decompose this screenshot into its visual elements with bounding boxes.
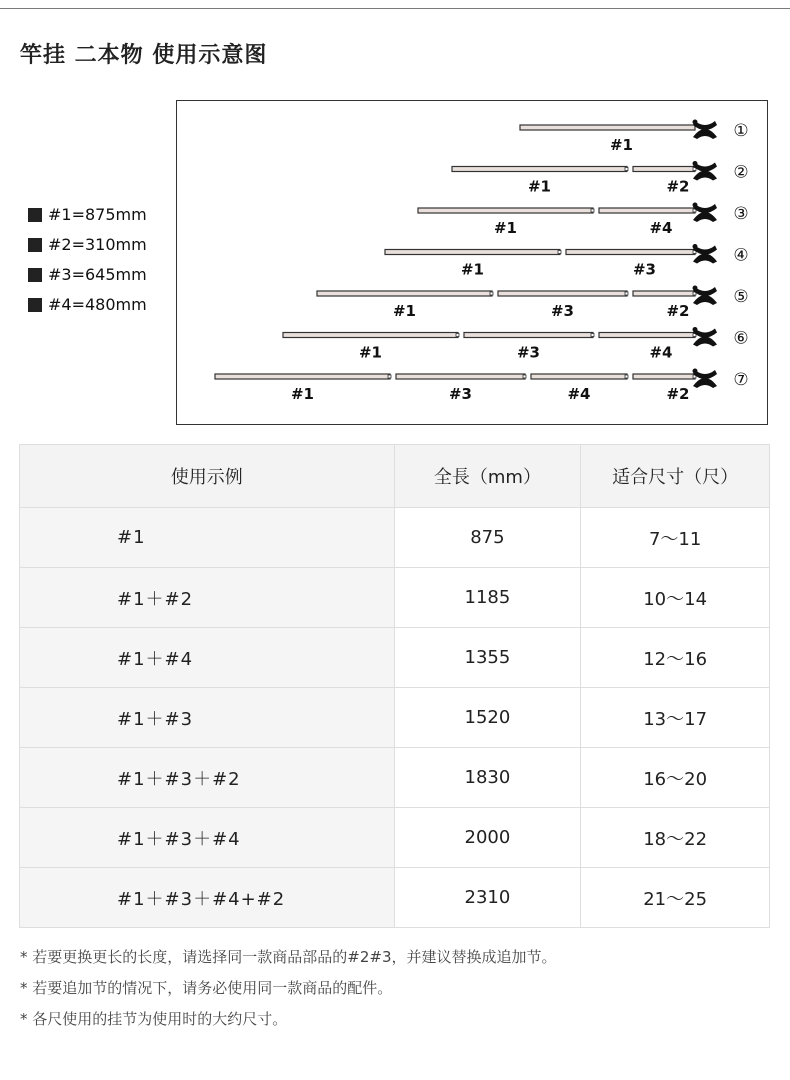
- variant-number: ②: [733, 162, 749, 183]
- rod-segment: [283, 333, 459, 362]
- rod-segment: [215, 374, 391, 403]
- cell-size: 7～11: [581, 508, 770, 568]
- cell-example: #1: [20, 508, 395, 568]
- variant-number: ①: [733, 121, 749, 141]
- segment-label: #1: [358, 343, 383, 362]
- legend-label: #1=875mm: [48, 205, 147, 224]
- rod-segment: [633, 374, 696, 403]
- rod-segment: [452, 167, 628, 196]
- segment-label: #3: [516, 343, 541, 362]
- rod-segment: [317, 291, 493, 320]
- rod-segment: [599, 208, 696, 237]
- cell-length: 1185: [394, 568, 581, 628]
- usage-diagram: [176, 100, 768, 425]
- segment-label: #2: [666, 302, 690, 320]
- variant-number: ④: [733, 245, 749, 266]
- cell-length: 2310: [394, 868, 581, 928]
- variant-number: ⑤: [733, 287, 749, 307]
- cell-example: #1＋#3＋#2: [20, 748, 395, 808]
- variant-number: ③: [733, 204, 749, 224]
- page-title: 竿挂 二本物 使用示意图: [20, 43, 268, 68]
- ferrule-joint: [625, 168, 628, 171]
- table-row: [20, 508, 770, 568]
- rod-segment-bar: [599, 333, 695, 338]
- legend-square-icon: [28, 208, 42, 222]
- ferrule-joint: [456, 334, 459, 337]
- cell-length: 2000: [394, 808, 581, 868]
- segment-label: #3: [550, 302, 575, 320]
- rod-segment-bar: [317, 291, 492, 296]
- ferrule-joint: [388, 375, 391, 378]
- segment-label: #2: [666, 177, 690, 196]
- rod-holder-icon: [693, 120, 718, 140]
- table-row: [20, 688, 770, 748]
- rod-segment-bar: [385, 250, 560, 255]
- rod-segment-bar: [283, 333, 458, 338]
- table-row: [20, 748, 770, 808]
- rod-segment-bar: [452, 167, 627, 172]
- diagram-row: [215, 369, 749, 404]
- notes: [20, 946, 557, 1039]
- note-line: * 若要追加节的情况下，请务必使用同一款商品的配件。: [20, 979, 393, 997]
- rod-segment: [385, 250, 561, 279]
- legend-square-icon: [28, 268, 42, 282]
- cell-size: 13～17: [581, 688, 770, 748]
- diagram-row: [452, 161, 749, 196]
- rod-segment: [633, 291, 696, 320]
- legend-label: #4=480mm: [48, 295, 147, 314]
- header-usage-example: 使用示例: [20, 445, 395, 508]
- cell-size: 21～25: [581, 868, 770, 928]
- rod-segment-bar: [633, 374, 695, 379]
- ferrule-joint: [591, 334, 594, 337]
- usage-diagram-svg: [177, 101, 769, 426]
- segment-label: #3: [632, 260, 657, 279]
- cell-example: #1＋#3: [20, 688, 395, 748]
- segment-label: #3: [448, 385, 473, 403]
- legend-item: [28, 230, 147, 260]
- ferrule-joint: [523, 375, 526, 378]
- cell-size: 12～16: [581, 628, 770, 688]
- rod-segment-bar: [520, 125, 695, 130]
- cell-length: 1830: [394, 748, 581, 808]
- diagram-row: [385, 244, 749, 279]
- cell-length: 875: [394, 508, 581, 568]
- ferrule-joint: [625, 375, 628, 378]
- rod-segment: [531, 374, 628, 403]
- cell-length: 1355: [394, 628, 581, 688]
- table-row: [20, 808, 770, 868]
- segment-label: #4: [567, 385, 591, 403]
- cell-example: #1＋#4: [20, 628, 395, 688]
- legend-square-icon: [28, 238, 42, 252]
- table-header-row: [20, 445, 770, 508]
- rod-segment: [418, 208, 594, 237]
- diagram-row: [317, 286, 749, 321]
- ferrule-joint: [591, 209, 594, 212]
- cell-size: 16～20: [581, 748, 770, 808]
- rod-segment-bar: [599, 208, 695, 213]
- rod-segment-bar: [418, 208, 593, 213]
- rod-segment: [464, 333, 594, 362]
- cell-example: #1＋#3＋#4: [20, 808, 395, 868]
- ferrule-joint: [625, 292, 628, 295]
- spec-table: [19, 444, 770, 928]
- rod-segment-bar: [215, 374, 390, 379]
- top-divider: [0, 8, 790, 9]
- header-total-length: 全長（mm）: [394, 445, 581, 508]
- rod-segment: [396, 374, 526, 403]
- cell-example: #1＋#3＋#4+#2: [20, 868, 395, 928]
- length-legend: [28, 200, 147, 320]
- ferrule-joint: [558, 251, 561, 254]
- cell-size: 18～22: [581, 808, 770, 868]
- rod-segment-bar: [633, 291, 695, 296]
- table-row: [20, 568, 770, 628]
- ferrule-joint: [490, 292, 493, 295]
- cell-length: 1520: [394, 688, 581, 748]
- note-line: * 各尺使用的挂节为使用时的大约尺寸。: [20, 1010, 288, 1028]
- variant-number: ⑥: [733, 328, 749, 349]
- rod-segment-bar: [464, 333, 593, 338]
- diagram-row: [418, 203, 749, 238]
- rod-segment: [633, 167, 696, 196]
- legend-item: [28, 260, 147, 290]
- rod-segment-bar: [566, 250, 695, 255]
- diagram-row: [283, 327, 749, 362]
- segment-label: #1: [290, 385, 315, 403]
- segment-label: #1: [609, 136, 634, 154]
- rod-segment-bar: [531, 374, 627, 379]
- segment-label: #4: [649, 343, 673, 362]
- table-row: [20, 868, 770, 928]
- note-line: * 若要更换更长的长度，请选择同一款商品部品的#2#3，并建议替换成追加节。: [20, 948, 557, 966]
- segment-label: #1: [493, 219, 518, 237]
- segment-label: #1: [460, 260, 485, 279]
- segment-label: #1: [392, 302, 417, 320]
- diagram-row: [520, 120, 749, 155]
- table-row: [20, 628, 770, 688]
- rod-segment-bar: [396, 374, 525, 379]
- segment-label: #2: [666, 385, 690, 403]
- rod-segment: [599, 333, 696, 362]
- rod-segment: [566, 250, 696, 279]
- legend-label: #3=645mm: [48, 265, 147, 284]
- segment-label: #4: [649, 219, 673, 237]
- variant-number: ⑦: [733, 370, 749, 390]
- legend-label: #2=310mm: [48, 235, 147, 254]
- rod-segment-bar: [633, 167, 695, 172]
- legend-square-icon: [28, 298, 42, 312]
- rod-segment-bar: [498, 291, 627, 296]
- legend-item: [28, 290, 147, 320]
- cell-size: 10～14: [581, 568, 770, 628]
- legend-item: [28, 200, 147, 230]
- header-suitable-size: 适合尺寸（尺）: [581, 445, 770, 508]
- segment-label: #1: [527, 177, 552, 196]
- rod-segment: [520, 125, 695, 154]
- cell-example: #1＋#2: [20, 568, 395, 628]
- rod-segment: [498, 291, 628, 320]
